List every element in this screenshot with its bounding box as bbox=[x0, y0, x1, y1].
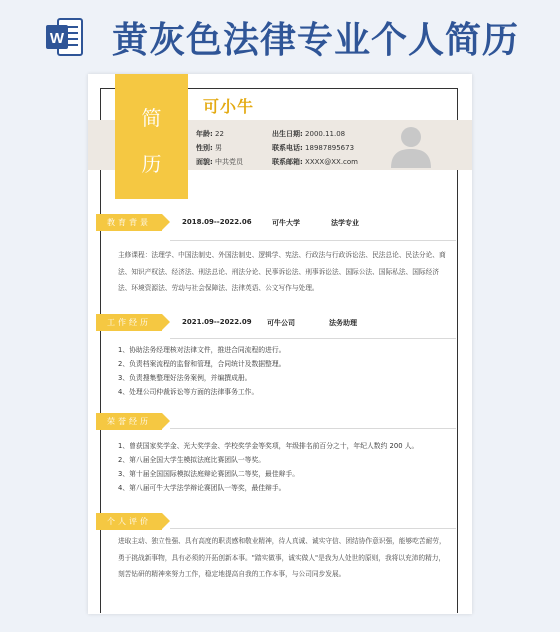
work-position: 法务助理 bbox=[329, 319, 357, 327]
person-name: 可小牛 bbox=[203, 97, 255, 116]
section-education-label: 教育背景 bbox=[96, 214, 162, 231]
education-period: 2018.09--2022.06 bbox=[182, 218, 252, 226]
resume-page bbox=[88, 74, 472, 614]
education-major: 法学专业 bbox=[331, 219, 359, 227]
word-document-icon bbox=[44, 16, 84, 58]
svg-text:W: W bbox=[49, 30, 65, 47]
list-item: 4、处理公司仲裁诉讼等方面的法律事务工作。 bbox=[118, 388, 259, 396]
avatar-icon bbox=[386, 120, 436, 170]
divider bbox=[170, 528, 456, 529]
age-field: 年龄: 22 bbox=[196, 130, 224, 138]
phone-field: 联系电话: 18987895673 bbox=[272, 144, 355, 152]
list-item: 1、协助法务经理核对法律文件，推进合同流程的进行。 bbox=[118, 346, 286, 354]
section-evaluation-label: 个人评价 bbox=[96, 513, 162, 530]
title-char-2: 历 bbox=[141, 152, 162, 176]
education-courses: 主修课程：法理学、中国法制史、外国法制史、逻辑学、宪法、行政法与行政诉讼法、民法总论、民法分论、商法、知识产权法、经济法、刑法总论、刑法分论、民事诉讼法、刑事诉讼法、国际公法、国际私法、国际经济法、环境资源法、劳动与社会保障法、法律英语、公文写作与处理。 bbox=[118, 251, 446, 292]
page-title: 黄灰色法律专业个人简历 bbox=[112, 20, 520, 61]
work-company: 可牛公司 bbox=[267, 319, 295, 327]
list-item: 3、第十届全国国际模拟法庭辩论赛团队二等奖，最佳辩手。 bbox=[118, 470, 300, 478]
list-item: 1、曾获国家奖学金、光大奖学金、学校奖学金等奖项，年级排名前百分之十，年纪人数约 200 人。 bbox=[118, 442, 419, 450]
section-honors-label: 荣誉经历 bbox=[96, 413, 162, 430]
title-banner bbox=[0, 0, 560, 70]
self-evaluation: 进取主动、独立性强、具有高度的职责感和敬业精神，待人真诚、诚实守信、团结协作意识强，能够吃苦耐劳，勇于挑战新事物，具有必须的开拓创新本事。"踏实做事，诚实做人"是我为人处世的原则，我将以充沛的精力，刻苦钻研的精神来努力工作，稳定地提高自我的工作本事，与公司同步发展。 bbox=[118, 537, 446, 578]
birth-field: 出生日期: 2000.11.08 bbox=[272, 130, 346, 138]
gender-field: 性别: 男 bbox=[196, 144, 223, 152]
list-item: 2、第八届全国大学生模拟法庭比赛团队一等奖。 bbox=[118, 456, 266, 464]
education-school: 可牛大学 bbox=[272, 219, 300, 227]
divider bbox=[170, 338, 456, 339]
divider bbox=[170, 240, 456, 241]
title-block bbox=[115, 74, 188, 199]
title-char-1: 简 bbox=[141, 106, 162, 130]
politics-field: 面貌: 中共党员 bbox=[196, 158, 244, 166]
list-item: 2、负责档案流程的监督和管理，合同统计及数据整理。 bbox=[118, 360, 286, 368]
divider bbox=[170, 428, 456, 429]
email-field: 联系邮箱: XXXX@XX.com bbox=[272, 158, 358, 166]
list-item: 4、第八届可牛大学法学辩论赛团队一等奖，最佳辩手。 bbox=[118, 484, 286, 492]
list-item: 3、负责搜集整理好法务案例，并编撰成册。 bbox=[118, 374, 252, 382]
honors-list bbox=[118, 439, 418, 495]
section-work-label: 工作经历 bbox=[96, 314, 162, 331]
work-period: 2021.09--2022.09 bbox=[182, 318, 252, 326]
work-duties-list bbox=[118, 343, 285, 399]
